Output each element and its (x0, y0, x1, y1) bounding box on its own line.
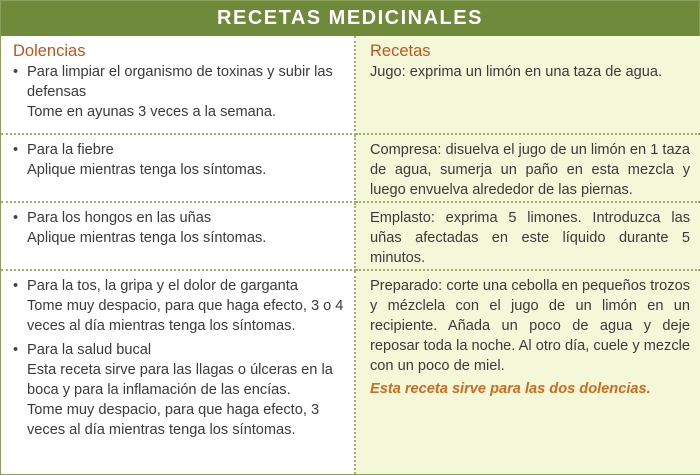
recipes-header: Recetas (370, 42, 431, 60)
ailment-cell-1 (1, 36, 356, 135)
recipe-cell-4 (356, 271, 700, 474)
ailment-instruction: Aplique mientras tenga los síntomas. (27, 230, 267, 246)
ailment-item: • Para la salud bucal (13, 340, 344, 360)
recipe-note: Esta receta sirve para las dos dolencias. (370, 381, 651, 397)
ailment-cell-2 (1, 135, 356, 203)
ailment-description: Esta receta sirve para las llagas o úlceras en la boca y para la inflamación de las encías. (27, 362, 333, 398)
recipe-text: Emplasto: exprima 5 limones. Introduzca las uñas afectadas en este líquido durante 5 minutos. (370, 210, 690, 266)
ailments-header: Dolencias (13, 42, 86, 60)
table-title: RECETAS MEDICINALES (1, 1, 699, 36)
recipe-cell-2 (356, 135, 700, 203)
ailment-instruction: Tome muy despacio, para que haga efecto, 3 veces al día mientras tenga los síntomas. (27, 402, 320, 438)
recipe-cell-1 (356, 36, 700, 135)
ailment-item: • Para limpiar el organismo de toxinas y subir las defensas (13, 62, 344, 102)
recipe-text: Jugo: exprima un limón en una taza de agua. (370, 64, 663, 80)
ailment-item: • Para los hongos en las uñas (13, 208, 344, 228)
ailment-instruction: Aplique mientras tenga los síntomas. (27, 162, 267, 178)
ailment-item: • Para la tos, la gripa y el dolor de garganta (13, 276, 344, 296)
ailment-instruction: Tome en ayunas 3 veces a la semana. (27, 104, 277, 120)
ailment-instruction: Tome muy despacio, para que haga efecto, 3 o 4 veces al día mientras tenga los síntomas. (27, 298, 344, 334)
ailment-cell-4 (1, 271, 356, 474)
table-body (1, 36, 699, 474)
recipe-cell-3 (356, 203, 700, 271)
ailment-cell-3 (1, 203, 356, 271)
recipe-text: Compresa: disuelva el jugo de un limón en 1 taza de agua, sumerja un paño en esta mezcla y luego envuelva alrededor de las piernas. (370, 142, 690, 198)
ailment-item: • Para la fiebre (13, 140, 344, 160)
recipe-text: Preparado: corte una cebolla en pequeños trozos y mézclela con el jugo de un limón en un recipiente. Añada un poco de agua y deje reposar toda la noche. Al otro día, cuele y mezcle con un poco de miel. (370, 278, 690, 374)
